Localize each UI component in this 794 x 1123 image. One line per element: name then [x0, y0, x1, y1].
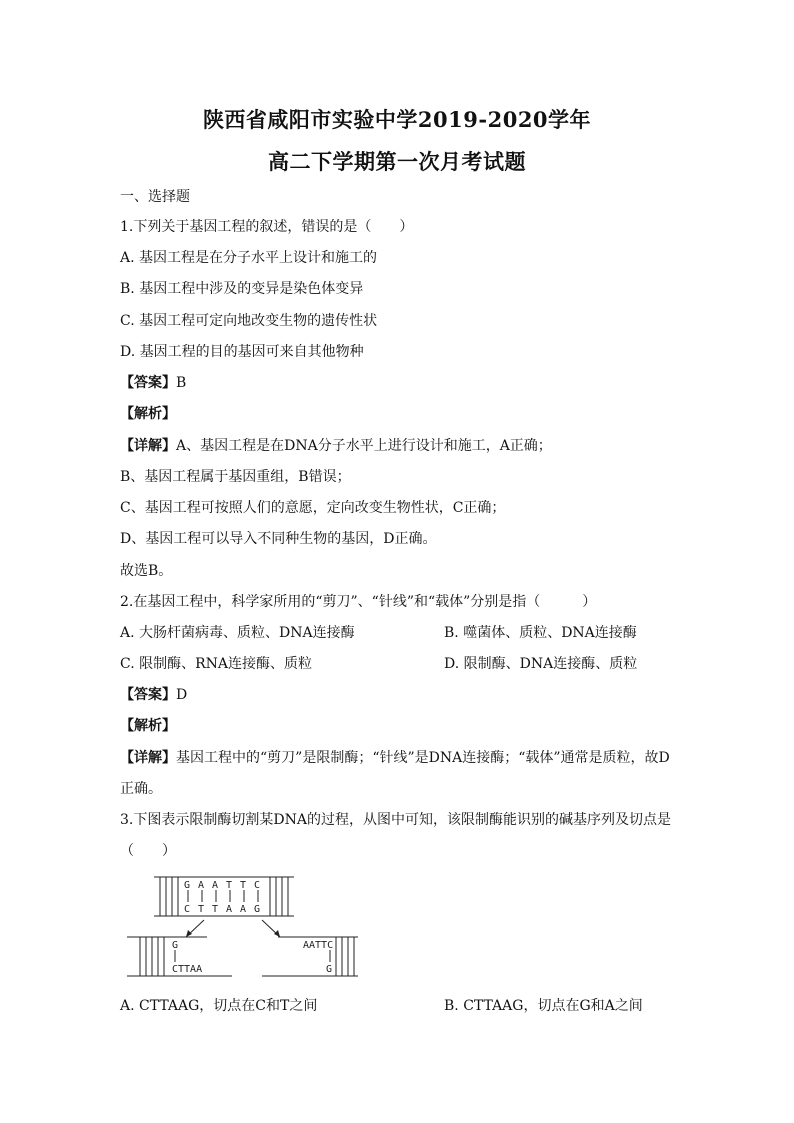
bottom-strand-base: T	[212, 904, 219, 915]
q3-stem: 3.下图表示限制酶切割某DNA的过程，从图中可知，该限制酶能识别的碱基序列及切点是	[120, 812, 671, 828]
q2-analysis-tag: 【解析】	[120, 718, 176, 734]
q2-option-a: A. 大肠杆菌病毒、质粒、DNA连接酶	[120, 625, 355, 641]
detail-tag: 【详解】	[120, 438, 176, 454]
document-title-line-2: 高二下学期第一次月考试题	[268, 149, 526, 174]
q2-detail-line: 正确。	[120, 781, 162, 797]
q3-stem-paren: （ ）	[120, 843, 176, 859]
bottom-strand-base: A	[226, 904, 233, 915]
top-strand-base: C	[254, 880, 261, 891]
q3-option-a: A. CTTAAG，切点在C和T之间	[120, 998, 318, 1014]
answer-value: D	[176, 687, 188, 703]
top-strand-base: A	[212, 880, 219, 891]
q2-option-b: B. 噬菌体、质粒、DNA连接酶	[444, 625, 637, 641]
answer-tag: 【答案】	[120, 375, 176, 391]
q1-option-c: C. 基因工程可定向地改变生物的遗传性状	[120, 313, 378, 329]
detail-text: 基因工程中的“剪刀”是限制酶；“针线”是DNA连接酶；“载体”通常是质粒，故D	[176, 750, 670, 766]
section-heading: 一、选择题	[120, 189, 190, 205]
q1-detail-line: D、基因工程可以导入不同种生物的基因，D正确。	[120, 531, 437, 547]
detail-text: A、基因工程是在DNA分子水平上进行设计和施工，A正确；	[176, 438, 552, 454]
q1-option-b: B. 基因工程中涉及的变异是染色体变异	[120, 281, 364, 297]
q1-conclusion: 故选B。	[120, 563, 173, 579]
document-title-line-1: 陕西省咸阳市实验中学2019-2020学年	[202, 107, 592, 132]
answer-value: B	[176, 375, 187, 391]
bottom-strand-base: C	[184, 904, 191, 915]
q1-analysis-tag: 【解析】	[120, 406, 176, 422]
q2-option-c: C. 限制酶、RNA连接酶、质粒	[120, 656, 313, 672]
top-strand-base: T	[240, 880, 247, 891]
right-fragment-bottom-label: G	[326, 964, 333, 975]
q2-stem: 2.在基因工程中，科学家所用的“剪刀”、“针线”和“载体”分别是指（ ）	[120, 594, 597, 610]
bottom-strand-base: T	[198, 904, 205, 915]
q1-detail-line: C、基因工程可按照人们的意愿，定向改变生物性状，C正确；	[120, 500, 506, 516]
q1-stem: 1.下列关于基因工程的叙述，错误的是（ ）	[120, 219, 414, 235]
top-strand-base: A	[198, 880, 205, 891]
q1-option-a: A. 基因工程是在分子水平上设计和施工的	[120, 250, 378, 266]
left-fragment-top-label: G	[172, 940, 179, 951]
top-strand-base: G	[184, 880, 191, 891]
answer-tag: 【答案】	[120, 687, 176, 703]
q2-option-d: D. 限制酶、DNA连接酶、质粒	[444, 656, 638, 672]
q3-option-b: B. CTTAAG，切点在G和A之间	[444, 998, 643, 1014]
bottom-strand-base: A	[240, 904, 247, 915]
q1-option-d: D. 基因工程的目的基因可来自其他物种	[120, 344, 364, 360]
left-fragment-bottom-label: CTTAA	[172, 964, 203, 975]
detail-tag: 【详解】	[120, 750, 176, 766]
right-fragment-top-label: AATTC	[303, 940, 334, 951]
q1-detail-line: B、基因工程属于基因重组，B错误；	[120, 469, 351, 485]
bottom-strand-base: G	[254, 904, 261, 915]
top-strand-base: T	[226, 880, 233, 891]
